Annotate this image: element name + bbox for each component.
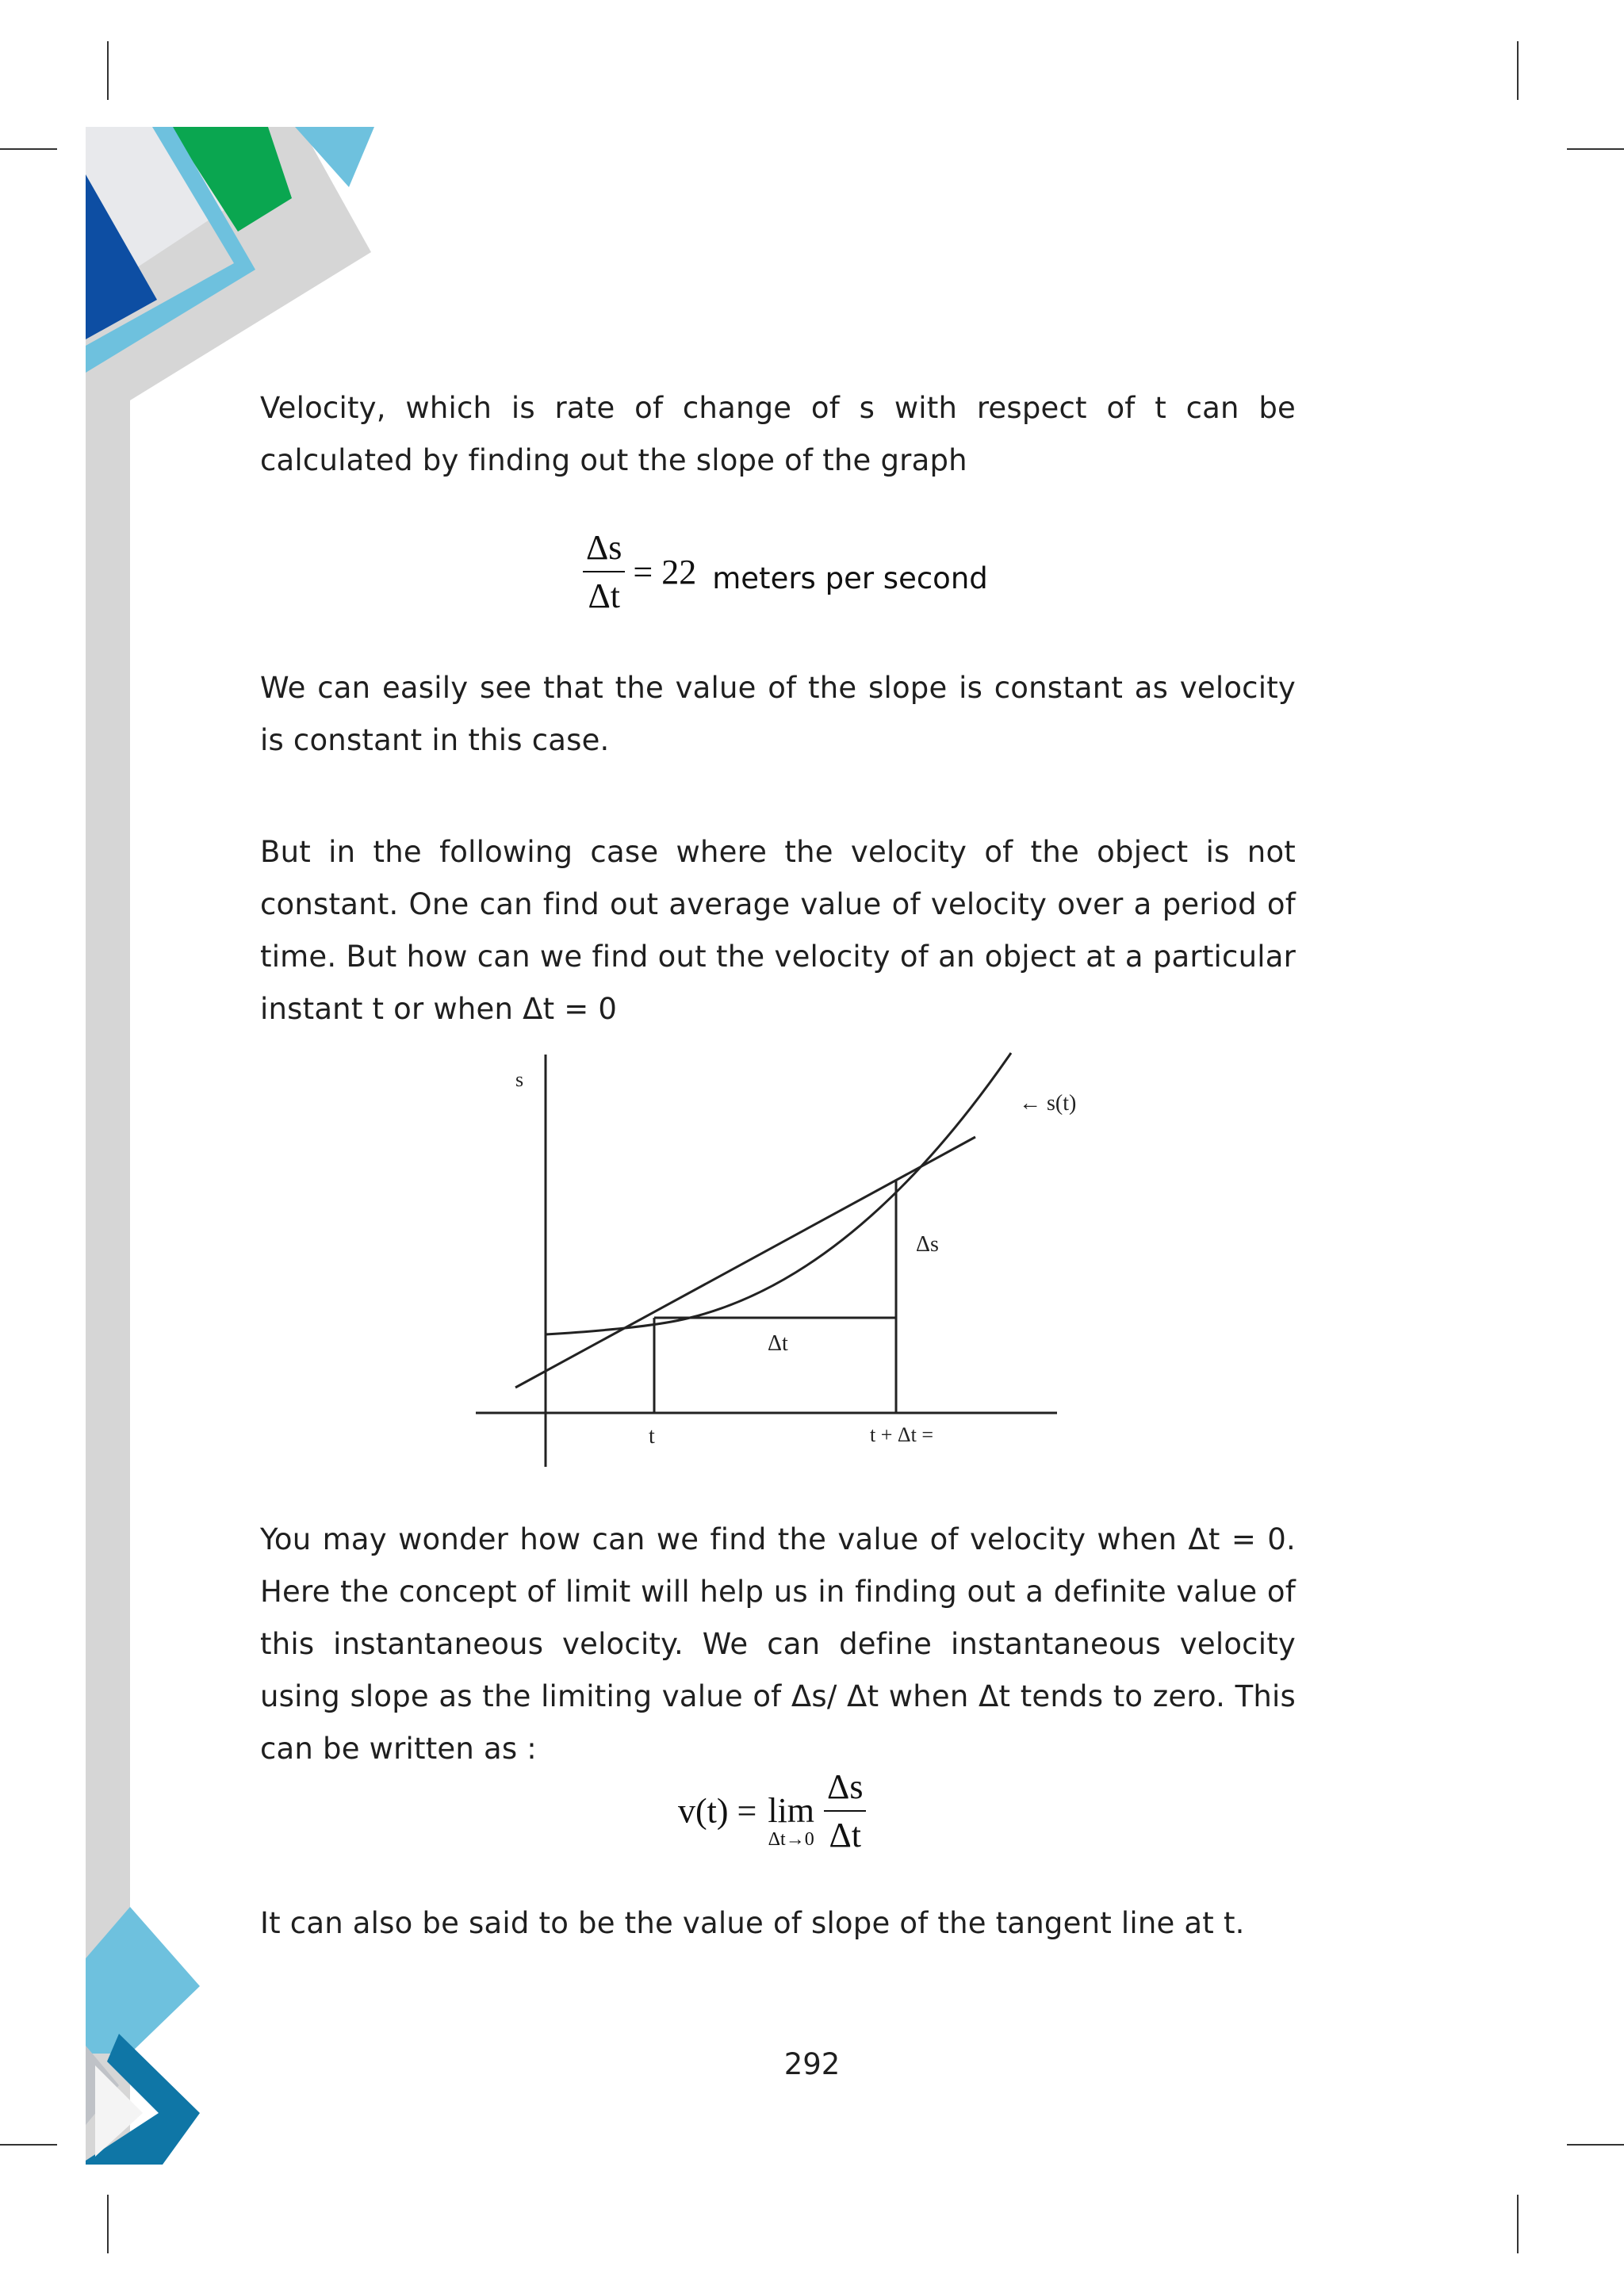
paragraph-nonconstant: But in the following case where the velocity of the object is not constant. One can find out average value of velocity over a period of time. But how can we find out the velocity of an object at a particular instant t or when Δt = 0 [260, 835, 1296, 1026]
left-grey-strip [86, 127, 130, 2165]
delta-t-label: Δt [768, 1331, 788, 1356]
equation-rhs: = 22 [633, 552, 697, 591]
equation-slope [583, 527, 988, 616]
t-label: t [649, 1424, 655, 1449]
equation-unit: meters per second [712, 561, 988, 595]
fraction [583, 527, 625, 616]
y-axis-label: s [515, 1068, 524, 1091]
equation-lhs: v(t) = [678, 1791, 757, 1831]
paragraph-constant-slope: We can easily see that the value of the slope is constant as velocity is constant in this case. [260, 671, 1296, 757]
limit-subscript: Δt→0 [768, 1829, 814, 1850]
delta-s-label: Δs [916, 1232, 939, 1257]
fraction-denominator: Δt [588, 576, 620, 615]
fraction-numerator: Δs [824, 1767, 866, 1812]
fraction [824, 1767, 866, 1855]
limit-word: lim [768, 1791, 815, 1830]
curve-label: ← s(t) [1019, 1091, 1077, 1116]
limit-operator [768, 1793, 814, 1851]
equation-limit [678, 1767, 866, 1855]
secant-diagram [444, 1031, 1110, 1483]
t-plus-dt-label: t + Δt = [870, 1423, 933, 1446]
paragraph-intro: Velocity, which is rate of change of s with respect of t can be calculated by finding out the slope of the graph [260, 391, 1296, 477]
page-number: 292 [783, 2047, 841, 2081]
paragraph-limit-concept: You may wonder how can we find the value of velocity when Δt = 0. Here the concept of limit will help us in finding out a definite value of this instantaneous velocity. We can define instantaneous velocity using slope as the limiting value of Δs/ Δt when Δt tends to zero. This can be written as : [260, 1522, 1296, 1766]
s-curve [546, 1053, 1011, 1334]
fraction-denominator: Δt [829, 1816, 861, 1855]
paragraph-tangent: It can also be said to be the value of slope of the tangent line at t. [260, 1906, 1245, 1940]
secant-line [515, 1137, 975, 1388]
fraction-numerator: Δs [583, 527, 625, 572]
